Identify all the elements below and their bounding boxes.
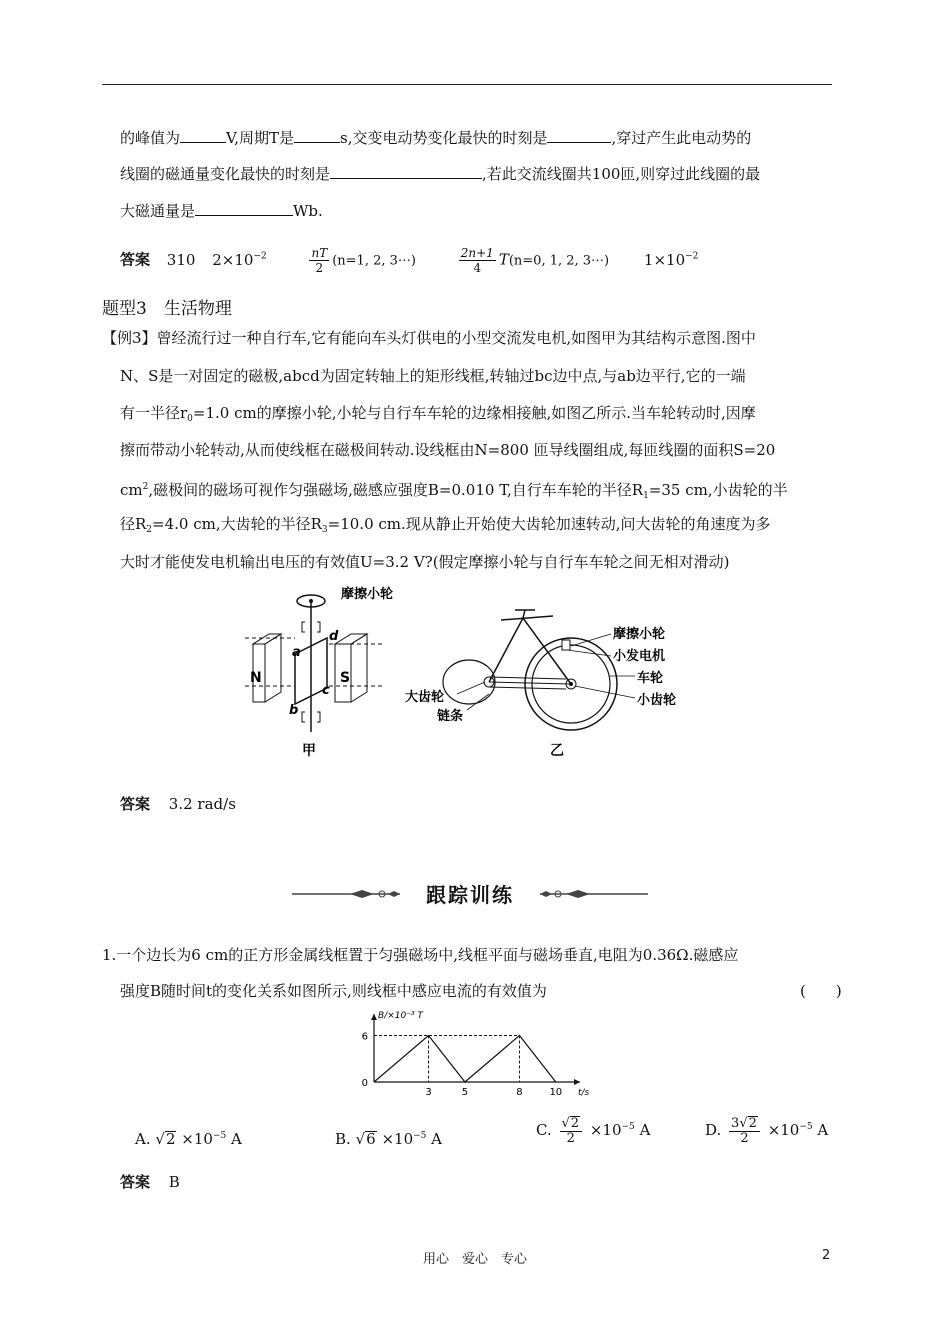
text: ,穿过产生此电动势的: [611, 129, 752, 147]
answer-value: 1×10: [643, 250, 686, 269]
section-banner: [290, 878, 650, 908]
footer-text: 用心 爱心 专心: [422, 1252, 527, 1267]
x-tick-label: 10: [549, 1087, 563, 1098]
label: 车轮: [637, 671, 664, 686]
y-tick-label: 6: [361, 1031, 368, 1043]
label: c: [322, 683, 330, 698]
y-axis-label: B/×10⁻³ T: [378, 1011, 423, 1021]
label: d: [329, 629, 339, 644]
text: V,周期T是: [226, 129, 294, 147]
series-line: [374, 1036, 556, 1083]
text-line: 有一半径$r_0=1.0$ cm的摩擦小轮,小轮与自行车车轮的边缘相接触,如图乙所示.当车轮转动时,因摩: [120, 404, 756, 424]
text-line: 径$R_2=4.0$ cm,大齿轮的半径$R_3=10.0$ cm.现从静止开始使大齿轮加速转动,问大齿轮的角速度为多: [120, 515, 771, 535]
x-axis-label: t/s: [578, 1088, 590, 1098]
generator-diagram: [245, 582, 405, 762]
section-heading: 题型3 生活物理: [102, 299, 232, 319]
text: 线圈的磁通量变化最快的时刻是: [120, 165, 331, 183]
magnet-label-s: S: [340, 670, 351, 686]
text: Wb.: [293, 202, 323, 220]
label: 摩擦小轮: [341, 587, 394, 602]
page-number: 2: [822, 1248, 831, 1263]
answer-label: 答案: [120, 1173, 151, 1191]
answer-value: 3.2 rad/s: [168, 795, 236, 813]
option-c[interactable]: C. $\frac{√2}{2}$ $\times 10^{-5}$ A: [536, 1116, 651, 1146]
header-rule: [102, 84, 832, 85]
answer-value: 2×10: [212, 250, 254, 269]
answer-line: [120, 1172, 180, 1192]
x-axis-arrow: [574, 1079, 580, 1085]
option-a[interactable]: A. $√2 \times 10^{-5}$ A: [135, 1130, 242, 1148]
answer-value: 310: [166, 250, 196, 269]
x-tick-label: 8: [516, 1087, 523, 1098]
text: 大磁通量是: [120, 202, 196, 220]
answer-paren: ( ): [800, 982, 842, 1000]
text-line: [120, 164, 760, 184]
label: 摩擦小轮: [613, 627, 666, 642]
magnet-label-n: N: [250, 670, 262, 686]
text: 的峰值为: [120, 129, 181, 147]
text-line: $cm^2$,磁极间的磁场可视作匀强磁场,磁感应强度B=0.010 T,自行车车轮的半径$R_1=35$ cm,小齿轮的半: [120, 481, 788, 501]
answer-label: 答案: [120, 795, 151, 813]
section-title: 跟踪训练: [426, 883, 514, 907]
text: s,交变电动势变化最快的时刻是: [340, 129, 548, 147]
fraction: $\frac{nT}{2}$: [311, 246, 328, 275]
y-tick-label: 0: [361, 1078, 368, 1089]
text: ,若此交流线圈共100匝,则穿过此线圈的最: [482, 165, 761, 183]
question-text: 强度B随时间t的变化关系如图所示,则线框中感应电流的有效值为: [120, 982, 547, 1000]
x-tick-label: 5: [461, 1087, 469, 1098]
answer-value: B: [168, 1173, 180, 1191]
condition: (n=0, 1, 2, 3⋯): [508, 253, 610, 269]
answer-line: 答案 310 $2\times 10^{-2}$ $\frac{nT}{2}$ (n=1, 2, 3⋯) $\frac{2n+1}{4}$ T(n=0, 1, 2, 3⋯) $1\times 10^{-2}$: [120, 246, 699, 275]
b-t-chart: [350, 1010, 590, 1120]
text-line: 大时才能使发电机输出电压的有效值U=3.2 V?(假定摩擦小轮与自行车车轮之间无相对滑动): [120, 553, 730, 571]
fill-blank: [294, 128, 340, 143]
option-b[interactable]: B. $√6 \times 10^{-5}$ A: [335, 1130, 443, 1148]
question-text: 1.一个边长为6 cm的正方形金属线框置于匀强磁场中,线框平面与磁场垂直,电阻为0.36Ω.磁感应: [102, 946, 739, 964]
label: a: [292, 645, 301, 660]
fill-blank: [180, 128, 226, 143]
fraction: $\frac{2n+1}{4}$: [460, 246, 494, 275]
text-line: [120, 201, 323, 221]
answer-label: 答案: [120, 250, 151, 269]
label: 大齿轮: [405, 690, 445, 705]
y-axis-arrow: [371, 1014, 377, 1020]
answer-line: [120, 794, 236, 814]
text-line: 擦而带动小轮转动,从而使线框在磁极间转动.设线框由N=800 匝导线圈组成,每匝线圈的面积S=20: [120, 441, 776, 459]
label: 小齿轮: [637, 693, 677, 708]
text-line: N、S是一对固定的磁极,abcd为固定转轴上的矩形线框,转轴过bc边中点,与ab边平行,它的一端: [120, 367, 746, 385]
fill-blank: [195, 201, 293, 216]
label: 链条: [437, 709, 464, 724]
exponent: −2: [685, 251, 699, 262]
x-tick-label: 3: [425, 1087, 432, 1098]
fill-blank: [547, 128, 611, 143]
exponent: −2: [253, 251, 267, 262]
label: 小发电机: [613, 649, 666, 664]
label: b: [289, 703, 299, 718]
text-line: 【例3】曾经流行过一种自行车,它有能向车头灯供电的小型交流发电机,如图甲为其结构示意图.图中: [102, 329, 756, 347]
text-line: [120, 128, 751, 148]
option-d[interactable]: D. $\frac{3√2}{2}$ $\times 10^{-5}$ A: [705, 1116, 829, 1146]
fill-blank: [330, 164, 482, 179]
bicycle-diagram: [405, 596, 705, 762]
figure-caption: 甲: [302, 743, 316, 759]
condition: (n=1, 2, 3⋯): [332, 253, 416, 269]
figure-caption: 乙: [550, 743, 564, 759]
